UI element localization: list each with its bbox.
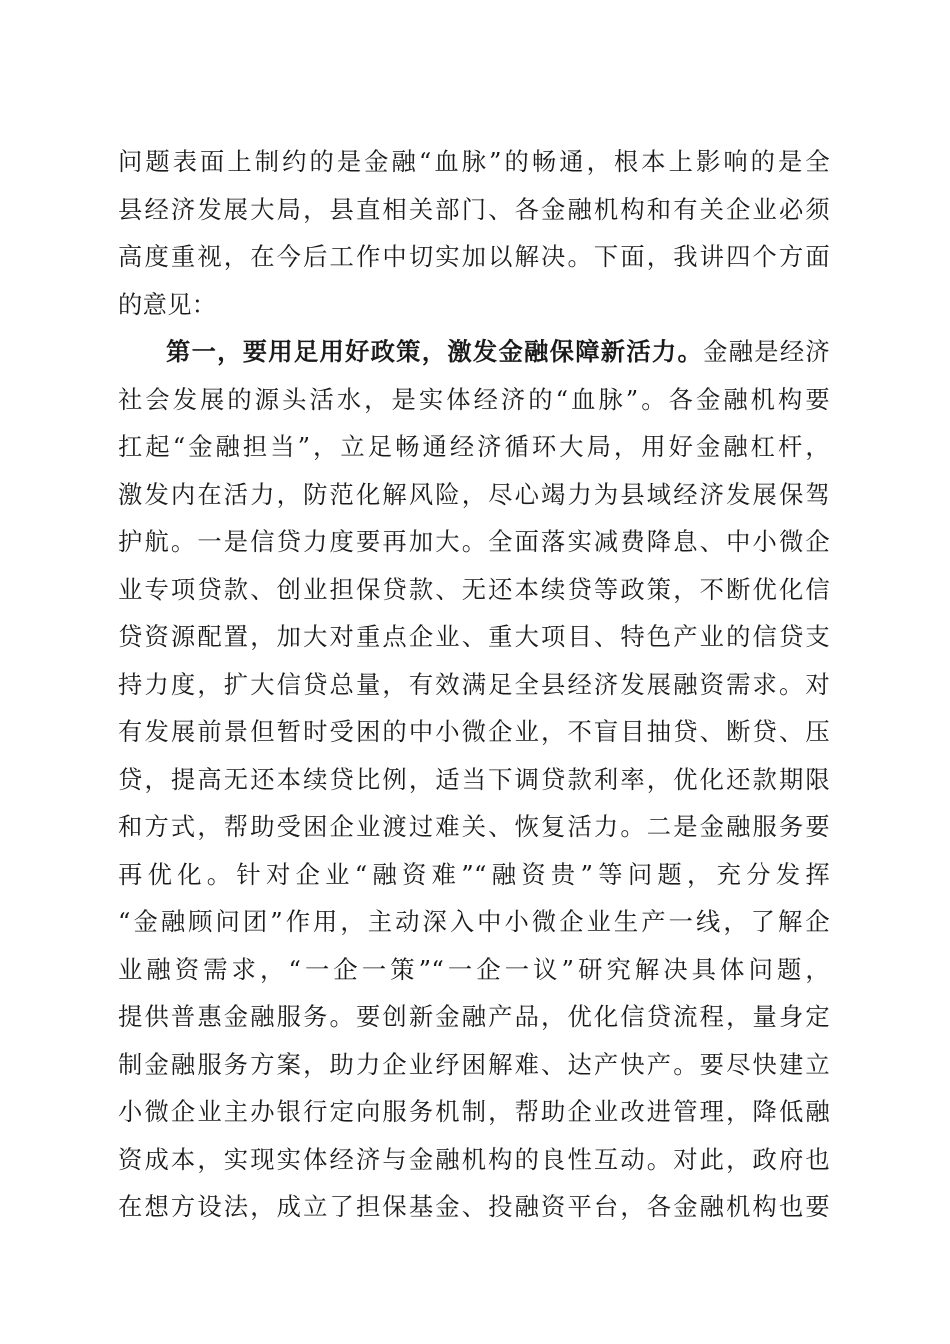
text-line: 问题表面上制约的是金融“血脉”的畅通，根本上影响的是全 [118,147,830,176]
text-line: 和方式，帮助受困企业渡过难关、恢复活力。二是金融服务要 [118,812,830,841]
text-line: 有发展前景但暂时受困的中小微企业，不盲目抽贷、断贷、压 [118,717,830,746]
section-heading: 第一，要用足用好政策，激发金融保障新活力。 [166,337,704,366]
text-line: 资成本，实现实体经济与金融机构的良性互动。对此，政府也 [118,1144,830,1174]
body-text [118,138,830,1231]
text-line: 小微企业主办银行定向服务机制，帮助企业改进管理，降低融 [118,1097,830,1126]
heading-continuation: 金融是经济 [703,337,830,366]
text-line: 社会发展的源头活水，是实体经济的“血脉”。各金融机构要 [118,384,830,414]
text-line: 贷，提高无还本续贷比例，适当下调贷款利率，优化还款期限 [118,764,830,794]
text-line: 业融资需求，“一企一策”“一企一议”研究解决具体问题， [118,954,830,984]
text-line: 激发内在活力，防范化解风险，尽心竭力为县域经济发展保驾 [118,479,830,509]
text-line: 的意见： [118,289,217,319]
text-line: 在想方设法，成立了担保基金、投融资平台，各金融机构也要 [118,1192,830,1221]
text-line: 再优化。针对企业“融资难”“融资贵”等问题，充分发挥 [118,859,830,889]
paragraph-first-line [118,328,830,376]
text-line: 制金融服务方案，助力企业纾困解难、达产快产。要尽快建立 [118,1049,830,1079]
text-line: 持力度，扩大信贷总量，有效满足全县经济发展融资需求。对 [118,669,830,699]
text-line: 贷资源配置，加大对重点企业、重大项目、特色产业的信贷支 [118,622,830,651]
text-line: 高度重视，在今后工作中切实加以解决。下面，我讲四个方面 [118,242,830,271]
text-line: 护航。一是信贷力度要再加大。全面落实减费降息、中小微企 [118,527,830,556]
text-line: 业专项贷款、创业担保贷款、无还本续贷等政策，不断优化信 [118,574,830,604]
text-line: 提供普惠金融服务。要创新金融产品，优化信贷流程，量身定 [118,1002,830,1031]
text-line: 县经济发展大局，县直相关部门、各金融机构和有关企业必须 [118,194,830,224]
text-line: 扛起“金融担当”，立足畅通经济循环大局，用好金融杠杆， [118,432,830,461]
text-line: “金融顾问团”作用，主动深入中小微企业生产一线，了解企 [118,907,830,936]
